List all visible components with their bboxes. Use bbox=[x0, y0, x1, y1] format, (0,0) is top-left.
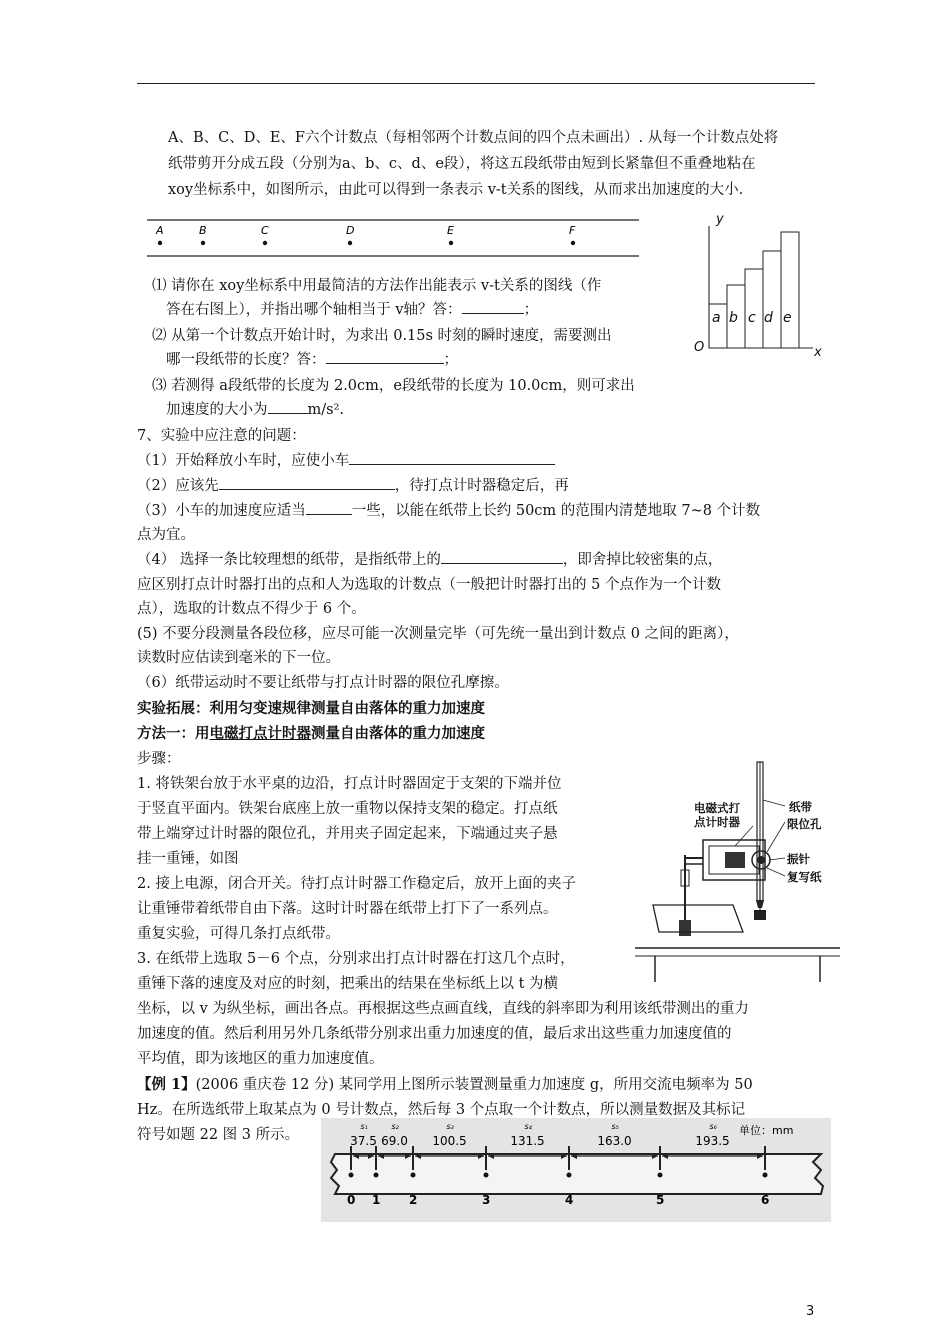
bar-label-e: e bbox=[783, 310, 792, 326]
tape-point-label-F: F bbox=[569, 224, 576, 237]
bar-label-a: a bbox=[712, 310, 721, 326]
note-4d: 点），选取的计数点不得少于 6 个。 bbox=[137, 601, 366, 617]
tape2-seg-symbol-4: s₅ bbox=[611, 1122, 619, 1131]
note-blank-2[interactable] bbox=[219, 475, 395, 490]
tape2-seg-value-0: 37.5 bbox=[350, 1134, 377, 1148]
question-2b: 哪一段纸带的长度？答： ； bbox=[166, 348, 458, 372]
note-3: （3）小车的加速度应适当 一些，以能在纸带上长约 50cm 的范围内清楚地取 7~8 个计数 bbox=[137, 499, 760, 523]
tape-figure-measurements bbox=[321, 1118, 831, 1222]
step-1a: 1. 将铁架台放于水平桌的边沿，打点计时器固定于支架的下端并位 bbox=[137, 776, 562, 792]
x-axis-label: x bbox=[814, 345, 822, 360]
tape-point-label-A: A bbox=[156, 224, 164, 237]
tape2-dot-4 bbox=[567, 1173, 572, 1178]
tape-point-F bbox=[571, 241, 575, 245]
tape-point-B bbox=[201, 241, 205, 245]
step-1b: 于竖直平面内。铁架台底座上放一重物以保持支架的稳定。打点纸 bbox=[137, 801, 558, 817]
note-2: （2）应该先 ，待打点计时器稳定后，再 bbox=[137, 474, 569, 498]
tape2-dot-6 bbox=[763, 1173, 768, 1178]
example-line-2: Hz。在所选纸带上取某点为 0 号计数点，然后每 3 个点取一个计数点，所以测量数据及其标记 bbox=[137, 1102, 746, 1118]
note-6: （6）纸带运动时不要让纸带与打点计时器的限位孔摩擦。 bbox=[137, 675, 509, 691]
tape2-seg-symbol-3: s₄ bbox=[524, 1122, 532, 1131]
answer-blank-3[interactable] bbox=[268, 399, 308, 414]
tape-point-D bbox=[348, 241, 352, 245]
header-rule bbox=[137, 83, 815, 84]
label-needle: 振针 bbox=[787, 852, 810, 866]
tape2-seg-value-1: 69.0 bbox=[381, 1134, 408, 1148]
tape2-seg-symbol-5: s₆ bbox=[709, 1122, 717, 1131]
steps-title: 步骤： bbox=[137, 751, 181, 767]
question-1a: ⑴ 请你在 xoy坐标系中用最简洁的方法作出能表示 v-t关系的图线（作 bbox=[152, 278, 602, 294]
note-4c: 应区别打点计时器打出的点和人为选取的计数点（一般把计时器打出的 5 个点作为一个计数 bbox=[137, 577, 721, 593]
bar-label-c: c bbox=[748, 310, 756, 326]
bar-label-d: d bbox=[764, 310, 773, 326]
tape2-seg-symbol-0: s₁ bbox=[360, 1122, 368, 1131]
xoy-bar-graph bbox=[693, 212, 833, 370]
tape2-seg-value-5: 193.5 bbox=[695, 1134, 730, 1148]
step-1c: 带上端穿过计时器的限位孔，并用夹子固定起来，下端通过夹子悬 bbox=[137, 826, 558, 842]
intro-line-1: A、B、C、D、E、F六个计数点（每相邻两个计数点间的四个点未画出）. 从每一个计数点处将 bbox=[168, 130, 779, 146]
tape2-point-label-1: 1 bbox=[372, 1193, 381, 1207]
tape2-point-label-3: 3 bbox=[482, 1193, 491, 1207]
question-2a: ⑵ 从第一个计数点开始计时，为求出 0.15s 时刻的瞬时速度，需要测出 bbox=[152, 328, 612, 344]
tape2-unit: 单位：mm bbox=[739, 1124, 794, 1137]
bar-label-b: b bbox=[729, 310, 738, 326]
y-axis-label: y bbox=[716, 212, 724, 227]
apparatus-diagram bbox=[635, 760, 855, 985]
note-1: （1）开始释放小车时，应使小车 bbox=[137, 449, 555, 473]
tape2-point-label-2: 2 bbox=[409, 1193, 418, 1207]
question-3a: ⑶ 若测得 a段纸带的长度为 2.0cm，e段纸带的长度为 10.0cm，则可求出 bbox=[152, 378, 635, 394]
tape2-point-label-6: 6 bbox=[761, 1193, 770, 1207]
tape2-dot-5 bbox=[658, 1173, 663, 1178]
step-2a: 2. 接上电源，闭合开关。待打点计时器工作稳定后，放开上面的夹子 bbox=[137, 876, 576, 892]
tape2-dot-0 bbox=[349, 1173, 354, 1178]
notes-title: 7、实验中应注意的问题： bbox=[137, 428, 306, 444]
tape2-point-label-5: 5 bbox=[656, 1193, 665, 1207]
note-4: （4） 选择一条比较理想的纸带，是指纸带上的 ，即舍掉比较密集的点， bbox=[137, 548, 722, 572]
note-blank-1[interactable] bbox=[349, 450, 555, 465]
tape-point-label-C: C bbox=[261, 224, 269, 237]
label-timer-1: 电磁式打 bbox=[694, 801, 740, 815]
tape2-dot-3 bbox=[484, 1173, 489, 1178]
note-blank-4[interactable] bbox=[441, 549, 563, 564]
tape2-seg-value-2: 100.5 bbox=[432, 1134, 467, 1148]
tape-point-label-D: D bbox=[346, 224, 355, 237]
tape2-seg-value-3: 131.5 bbox=[510, 1134, 545, 1148]
method-title: 方法一：用电磁打点计时器测量自由落体的重力加速度 bbox=[137, 725, 485, 742]
tape2-seg-symbol-2: s₃ bbox=[446, 1122, 454, 1131]
step-3c: 坐标，以 v 为纵坐标，画出各点。再根据这些点画直线，直线的斜率即为利用该纸带测出的重力 bbox=[137, 1001, 749, 1017]
note-5b: 读数时应估读到毫米的下一位。 bbox=[137, 650, 340, 666]
tape-point-A bbox=[158, 241, 162, 245]
step-1d: 挂一重锤，如图 bbox=[137, 851, 239, 867]
label-tape: 纸带 bbox=[789, 800, 812, 814]
step-2b: 让重锤带着纸带自由下落。这时计时器在纸带上打下了一系列点。 bbox=[137, 901, 558, 917]
question-3b: 加速度的大小为 m/s². bbox=[166, 398, 344, 422]
tape2-seg-symbol-1: s₂ bbox=[391, 1122, 399, 1131]
question-1b: 答在右图上），并指出哪个轴相当于 v轴？答： ； bbox=[166, 298, 538, 322]
extension-title: 实验拓展：利用匀变速规律测量自由落体的重力加速度 bbox=[137, 700, 485, 717]
answer-blank-1[interactable] bbox=[462, 299, 524, 314]
label-hole: 限位孔 bbox=[787, 817, 822, 831]
tape-point-E bbox=[449, 241, 453, 245]
label-timer-2: 点计时器 bbox=[694, 815, 740, 829]
step-3a: 3. 在纸带上选取 5－6 个点，分别求出打点计时器在打这几个点时， bbox=[137, 951, 575, 967]
example-line-1: 【例 1】(2006 重庆卷 12 分) 某同学用上图所示装置测量重力加速度 g，所用交流电频率为 50 bbox=[137, 1076, 753, 1093]
tape2-point-label-0: 0 bbox=[347, 1193, 356, 1207]
tape2-seg-value-4: 163.0 bbox=[597, 1134, 632, 1148]
tape-point-label-E: E bbox=[447, 224, 454, 237]
note-3c: 点为宜。 bbox=[137, 527, 195, 543]
answer-blank-2[interactable] bbox=[326, 349, 444, 364]
step-3e: 平均值，即为该地区的重力加速度值。 bbox=[137, 1051, 384, 1067]
note-blank-3[interactable] bbox=[306, 500, 352, 515]
example-line-3: 符号如题 22 图 3 所示。 bbox=[137, 1127, 300, 1143]
intro-line-3: xoy坐标系中，如图所示，由此可以得到一条表示 v-t关系的图线，从而求出加速度的大小. bbox=[168, 182, 744, 198]
tape-diagram-af bbox=[145, 214, 645, 262]
step-2c: 重复实验，可得几条打点纸带。 bbox=[137, 926, 340, 942]
tape2-point-label-4: 4 bbox=[565, 1193, 574, 1207]
tape2-dot-1 bbox=[374, 1173, 379, 1178]
tape2-dot-2 bbox=[411, 1173, 416, 1178]
page-number: 3 bbox=[806, 1304, 815, 1319]
label-carbon: 复写纸 bbox=[787, 870, 822, 884]
note-5a: (5) 不要分段测量各段位移，应尽可能一次测量完毕（可先统一量出到计数点 0 之间的距离）， bbox=[137, 626, 739, 642]
tape-point-C bbox=[263, 241, 267, 245]
method-link[interactable]: 电磁打点计时器 bbox=[209, 725, 311, 742]
step-3b: 重锤下落的速度及对应的时刻，把乘出的结果在坐标纸上以 t 为横 bbox=[137, 976, 559, 992]
tape-point-label-B: B bbox=[199, 224, 207, 237]
origin-label: O bbox=[694, 340, 705, 355]
step-3d: 加速度的值。然后利用另外几条纸带分别求出重力加速度的值，最后求出这些重力加速度值的 bbox=[137, 1026, 732, 1042]
intro-line-2: 纸带剪开分成五段（分别为a、b、c、d、e段），将这五段纸带由短到长紧靠但不重叠地粘在 bbox=[168, 156, 756, 172]
